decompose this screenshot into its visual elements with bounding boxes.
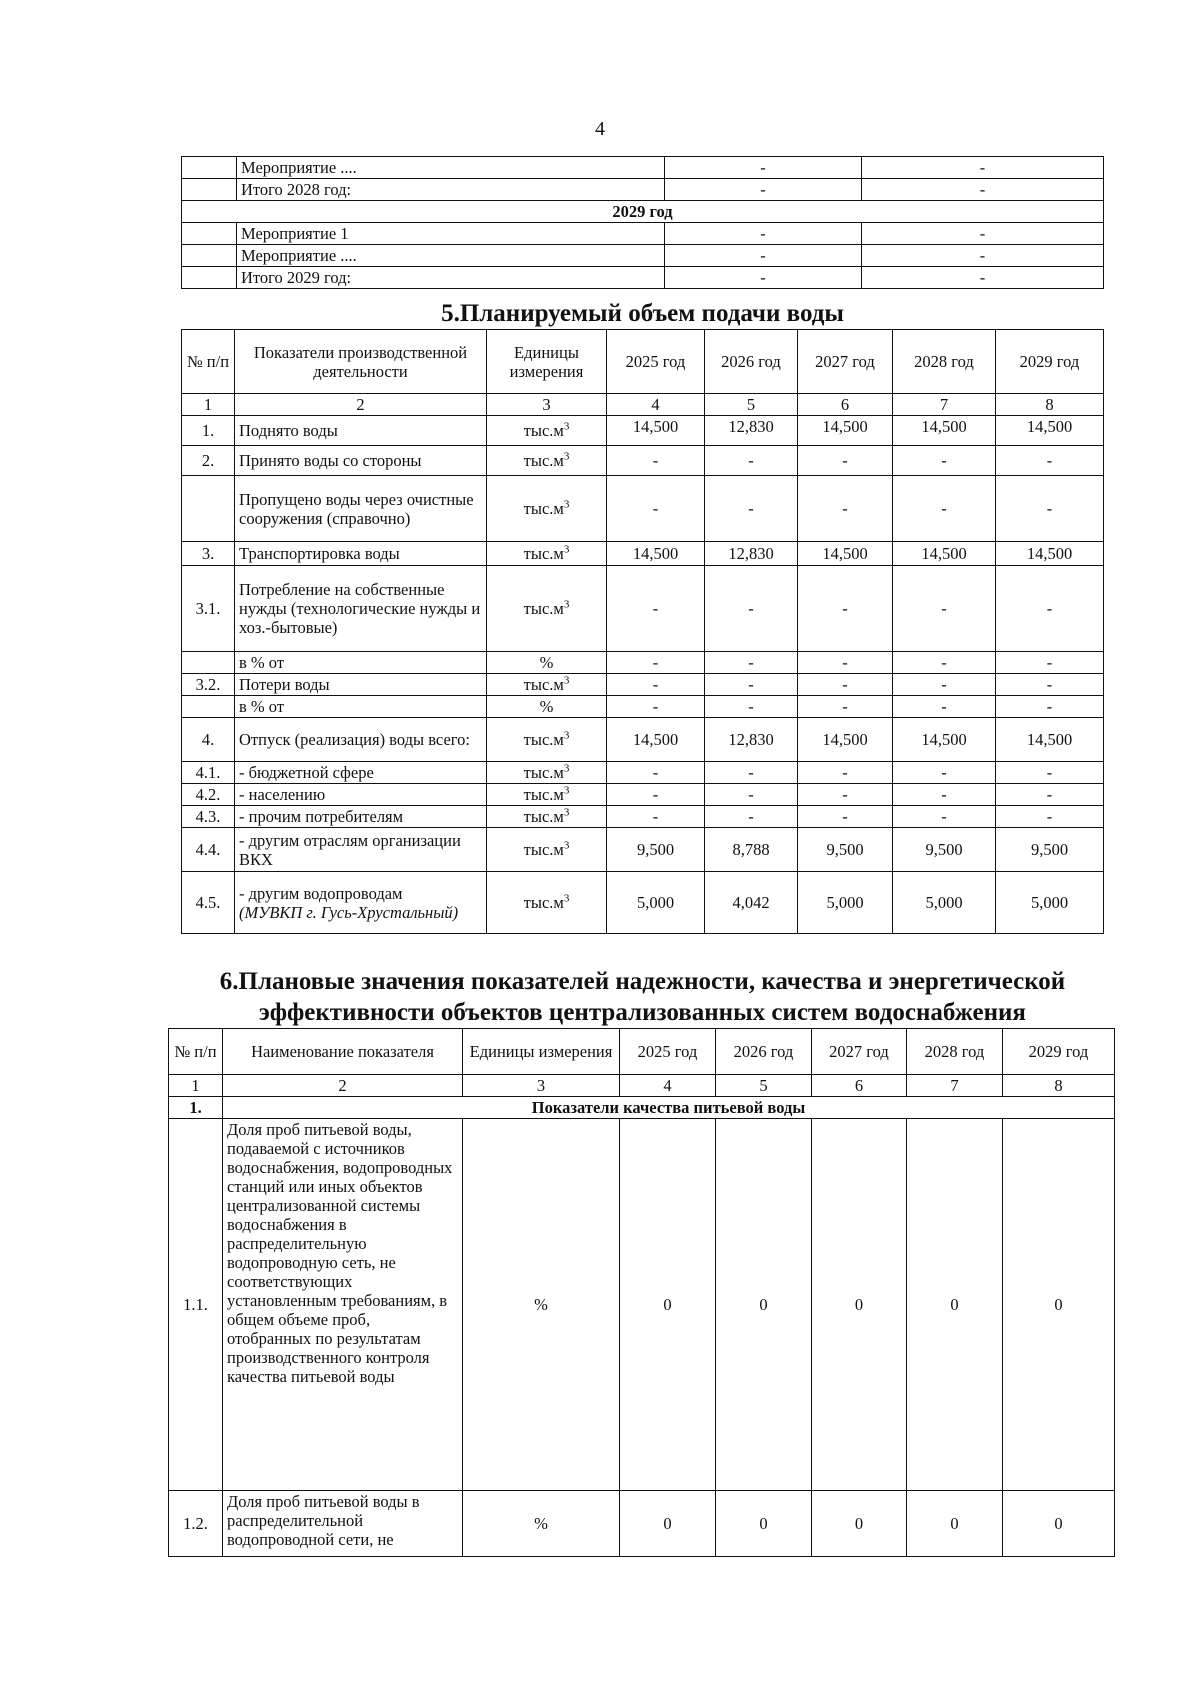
indicator-name — [235, 806, 487, 828]
header-year: 2029 год — [996, 330, 1104, 394]
indicator-name — [235, 542, 487, 566]
value-cell: - — [607, 566, 705, 652]
row-num-cell — [182, 267, 237, 289]
page-number: 4 — [595, 118, 605, 140]
row-num — [182, 696, 235, 718]
header-units: Единицы измерения — [487, 330, 607, 394]
table-header-row — [182, 330, 1104, 394]
indicator-name: Доля проб питьевой воды в распределительной водопроводной сети, не — [223, 1491, 463, 1557]
table-row — [182, 179, 1104, 201]
value-cell: 14,500 — [996, 416, 1104, 446]
row-num: 1.1. — [169, 1119, 223, 1491]
section5-title: 5.Планируемый объем подачи воды — [441, 300, 844, 327]
value-cell: 12,830 — [705, 416, 798, 446]
row-num: 3. — [182, 542, 235, 566]
measure-label: Итого 2028 год: — [237, 179, 665, 201]
indicator-name — [235, 416, 487, 446]
row-num-cell — [182, 245, 237, 267]
unit-cell — [487, 446, 607, 476]
column-number: 1 — [182, 394, 235, 416]
measures-table — [181, 156, 1104, 289]
table-row — [169, 1119, 1115, 1491]
value-cell: - — [607, 476, 705, 542]
value-cell: - — [798, 446, 893, 476]
column-number: 5 — [716, 1075, 812, 1097]
value-cell: - — [798, 696, 893, 718]
column-number: 6 — [798, 394, 893, 416]
header-year: 2025 год — [607, 330, 705, 394]
value-cell: - — [665, 223, 862, 245]
indicator-name — [235, 566, 487, 652]
column-number: 2 — [235, 394, 487, 416]
row-num: 4.2. — [182, 784, 235, 806]
value-cell: 14,500 — [893, 542, 996, 566]
row-num: 1.2. — [169, 1491, 223, 1557]
value-cell: - — [705, 784, 798, 806]
unit-cell — [487, 762, 607, 784]
value-cell: 0 — [620, 1119, 716, 1491]
value-cell: 0 — [620, 1491, 716, 1557]
header-year: 2027 год — [798, 330, 893, 394]
unit-exponent: 3 — [563, 839, 570, 852]
column-number: 1 — [169, 1075, 223, 1097]
unit-exponent: 3 — [563, 729, 570, 742]
water-supply-table — [181, 329, 1104, 934]
measure-label: Мероприятие .... — [237, 245, 665, 267]
indicator-text: - другим водопроводам — [239, 883, 403, 903]
indicator-name — [235, 828, 487, 872]
value-cell: - — [893, 674, 996, 696]
unit-exponent: 3 — [563, 598, 570, 611]
indicator-text: Отпуск (реализация) воды всего: — [239, 730, 470, 749]
unit-base: тыс.м — [523, 599, 564, 618]
value-cell: - — [893, 476, 996, 542]
table-row — [182, 566, 1104, 652]
value-cell: - — [996, 674, 1104, 696]
table-row — [182, 674, 1104, 696]
value-cell: 0 — [716, 1119, 812, 1491]
table-row — [182, 476, 1104, 542]
indicator-note: (МУВКП г. Гусь-Хрустальный) — [239, 902, 459, 922]
unit-cell — [487, 566, 607, 652]
value-cell: - — [996, 566, 1104, 652]
indicator-text: Транспортировка воды — [239, 544, 400, 563]
value-cell: - — [607, 696, 705, 718]
value-cell: - — [862, 267, 1104, 289]
header-num: № п/п — [182, 330, 235, 394]
header-year: 2028 год — [893, 330, 996, 394]
unit-base: тыс.м — [523, 763, 564, 782]
indicator-text: Пропущено воды через очистные сооружения (справочно) — [239, 489, 474, 528]
value-cell: 0 — [907, 1491, 1003, 1557]
unit-base: тыс.м — [523, 730, 564, 749]
unit-cell — [487, 872, 607, 934]
unit-cell — [487, 674, 607, 696]
value-cell: - — [996, 476, 1104, 542]
unit-exponent: 3 — [563, 420, 570, 433]
value-cell: - — [705, 446, 798, 476]
indicator-name — [235, 718, 487, 762]
section-row-2029 — [182, 201, 1104, 223]
value-cell: 9,500 — [893, 828, 996, 872]
table-header-row — [169, 1029, 1115, 1075]
measure-label: Итого 2029 год: — [237, 267, 665, 289]
header-year: 2027 год — [812, 1029, 907, 1075]
value-cell: - — [996, 784, 1104, 806]
unit-exponent: 3 — [563, 450, 570, 463]
value-cell: - — [798, 476, 893, 542]
unit-exponent: 3 — [563, 784, 570, 797]
unit-cell — [487, 416, 607, 446]
value-cell: - — [893, 566, 996, 652]
row-num: 4.3. — [182, 806, 235, 828]
row-num: 3.1. — [182, 566, 235, 652]
unit-exponent: 3 — [563, 674, 570, 687]
row-num: 4.1. — [182, 762, 235, 784]
unit-cell — [487, 784, 607, 806]
header-num: № п/п — [169, 1029, 223, 1075]
value-cell: - — [798, 762, 893, 784]
unit-text: % — [539, 653, 554, 672]
quality-indicators-table — [168, 1028, 1115, 1557]
table-row — [182, 696, 1104, 718]
value-cell: - — [862, 179, 1104, 201]
value-cell: - — [705, 652, 798, 674]
indicator-name — [235, 674, 487, 696]
value-cell: 0 — [812, 1491, 907, 1557]
indicator-text: Принято воды со стороны — [239, 451, 422, 470]
value-cell: 0 — [1003, 1119, 1115, 1491]
value-cell: 9,500 — [996, 828, 1104, 872]
row-num-cell — [182, 223, 237, 245]
value-cell: 5,000 — [607, 872, 705, 934]
value-cell: - — [996, 652, 1104, 674]
row-num — [182, 652, 235, 674]
indicator-text: - населению — [239, 785, 326, 804]
unit-exponent: 3 — [563, 892, 570, 905]
value-cell: 8,788 — [705, 828, 798, 872]
unit-cell — [487, 542, 607, 566]
header-year: 2025 год — [620, 1029, 716, 1075]
unit-cell: % — [463, 1491, 620, 1557]
column-number: 8 — [996, 394, 1104, 416]
value-cell: 14,500 — [607, 416, 705, 446]
value-cell: 14,500 — [798, 416, 893, 446]
column-number-row — [169, 1075, 1115, 1097]
value-cell: - — [665, 245, 862, 267]
unit-cell — [487, 652, 607, 674]
table-row — [169, 1491, 1115, 1557]
unit-cell — [487, 696, 607, 718]
unit-base: тыс.м — [523, 499, 564, 518]
value-cell: - — [705, 806, 798, 828]
unit-base: тыс.м — [523, 451, 564, 470]
row-num — [182, 476, 235, 542]
unit-base: тыс.м — [523, 675, 564, 694]
header-indicator: Наименование показателя — [223, 1029, 463, 1075]
unit-cell: % — [463, 1119, 620, 1491]
header-year: 2029 год — [1003, 1029, 1115, 1075]
table-row — [182, 652, 1104, 674]
value-cell: 0 — [716, 1491, 812, 1557]
value-cell: - — [607, 674, 705, 696]
value-cell: 5,000 — [996, 872, 1104, 934]
value-cell: - — [705, 566, 798, 652]
value-cell: 14,500 — [996, 542, 1104, 566]
value-cell: - — [862, 245, 1104, 267]
group-row — [169, 1097, 1115, 1119]
unit-base: тыс.м — [523, 421, 564, 440]
value-cell: - — [893, 696, 996, 718]
measure-label: Мероприятие .... — [237, 157, 665, 179]
table-row — [182, 872, 1104, 934]
column-number: 7 — [907, 1075, 1003, 1097]
value-cell: 12,830 — [705, 542, 798, 566]
table-row — [182, 762, 1104, 784]
indicator-text: - другим отраслям организации ВКХ — [239, 830, 461, 869]
table-row — [182, 245, 1104, 267]
header-year: 2028 год — [907, 1029, 1003, 1075]
indicator-text: - бюджетной сфере — [239, 763, 374, 782]
value-cell: - — [607, 762, 705, 784]
indicator-name — [235, 762, 487, 784]
table-row — [182, 157, 1104, 179]
unit-cell — [487, 806, 607, 828]
unit-exponent: 3 — [563, 806, 570, 819]
indicator-text: Потребление на собственные нужды (технологические нужды и хоз.-бытовые) — [239, 580, 481, 637]
section-label-2029: 2029 год — [182, 201, 1104, 223]
value-cell: - — [798, 806, 893, 828]
indicator-name — [235, 872, 487, 934]
value-cell: 14,500 — [607, 542, 705, 566]
indicator-text: в % от — [239, 697, 285, 716]
value-cell: 12,830 — [705, 718, 798, 762]
unit-cell — [487, 476, 607, 542]
unit-base: тыс.м — [523, 840, 564, 859]
row-num: 3.2. — [182, 674, 235, 696]
value-cell: - — [705, 476, 798, 542]
value-cell: 5,000 — [798, 872, 893, 934]
value-cell: - — [665, 267, 862, 289]
value-cell: - — [705, 674, 798, 696]
header-year: 2026 год — [716, 1029, 812, 1075]
indicator-text: Потери воды — [239, 675, 330, 694]
value-cell: - — [607, 806, 705, 828]
column-number: 2 — [223, 1075, 463, 1097]
table-row — [182, 784, 1104, 806]
value-cell: 0 — [812, 1119, 907, 1491]
value-cell: - — [862, 223, 1104, 245]
indicator-name — [235, 446, 487, 476]
column-number: 3 — [463, 1075, 620, 1097]
indicator-text: Поднято воды — [239, 421, 338, 440]
table-row — [182, 223, 1104, 245]
value-cell: - — [893, 652, 996, 674]
group-num: 1. — [169, 1097, 223, 1119]
value-cell: 14,500 — [996, 718, 1104, 762]
value-cell: - — [996, 762, 1104, 784]
value-cell: - — [893, 762, 996, 784]
unit-cell — [487, 718, 607, 762]
column-number: 5 — [705, 394, 798, 416]
value-cell: 0 — [1003, 1491, 1115, 1557]
value-cell: - — [665, 179, 862, 201]
unit-exponent: 3 — [563, 762, 570, 775]
value-cell: - — [798, 674, 893, 696]
value-cell: - — [705, 696, 798, 718]
value-cell: 14,500 — [893, 416, 996, 446]
value-cell: - — [705, 762, 798, 784]
unit-base: тыс.м — [523, 785, 564, 804]
section6-title-line1: 6.Плановые значения показателей надежности, качества и энергетической — [219, 968, 1066, 995]
header-year: 2026 год — [705, 330, 798, 394]
table-row — [182, 718, 1104, 762]
section6-title — [170, 966, 1115, 1028]
indicator-name — [235, 476, 487, 542]
row-num: 4.4. — [182, 828, 235, 872]
indicator-name — [235, 784, 487, 806]
section6-title-line2: эффективности объектов централизованных систем водоснабжения — [259, 999, 1026, 1026]
unit-cell — [487, 828, 607, 872]
table-row — [182, 416, 1104, 446]
row-num: 4. — [182, 718, 235, 762]
value-cell: 14,500 — [798, 718, 893, 762]
value-cell: - — [862, 157, 1104, 179]
value-cell: - — [893, 784, 996, 806]
value-cell: - — [996, 446, 1104, 476]
table-row — [182, 446, 1104, 476]
value-cell: - — [665, 157, 862, 179]
value-cell: - — [798, 652, 893, 674]
unit-exponent: 3 — [563, 543, 570, 556]
value-cell: - — [798, 566, 893, 652]
column-number: 7 — [893, 394, 996, 416]
value-cell: - — [607, 784, 705, 806]
value-cell: 14,500 — [798, 542, 893, 566]
indicator-name — [235, 696, 487, 718]
unit-base: тыс.м — [523, 893, 564, 912]
value-cell: - — [893, 446, 996, 476]
unit-base: тыс.м — [523, 807, 564, 826]
table-row — [182, 267, 1104, 289]
column-number: 3 — [487, 394, 607, 416]
table-row — [182, 828, 1104, 872]
indicator-text: в % от — [239, 653, 285, 672]
column-number: 8 — [1003, 1075, 1115, 1097]
unit-text: % — [539, 697, 554, 716]
column-number: 4 — [620, 1075, 716, 1097]
row-num: 2. — [182, 446, 235, 476]
value-cell: - — [798, 784, 893, 806]
unit-exponent: 3 — [563, 498, 570, 511]
table-row — [182, 806, 1104, 828]
value-cell: - — [607, 652, 705, 674]
value-cell: 4,042 — [705, 872, 798, 934]
value-cell: 9,500 — [798, 828, 893, 872]
indicator-text: - прочим потребителям — [239, 807, 404, 826]
value-cell: - — [996, 806, 1104, 828]
value-cell: 14,500 — [893, 718, 996, 762]
value-cell: 9,500 — [607, 828, 705, 872]
group-title: Показатели качества питьевой воды — [223, 1097, 1115, 1119]
row-num-cell — [182, 179, 237, 201]
indicator-name — [235, 652, 487, 674]
value-cell: 5,000 — [893, 872, 996, 934]
column-number: 6 — [812, 1075, 907, 1097]
value-cell: 14,500 — [607, 718, 705, 762]
column-number: 4 — [607, 394, 705, 416]
unit-base: тыс.м — [523, 544, 564, 563]
indicator-name: Доля проб питьевой воды, подаваемой с источников водоснабжения, водопроводных станций или иных объектов централизованной системы водоснабжения в распределительную водопроводную сеть, не соответствующих установленным требованиям, в общем объеме проб, отобранных по результатам производственного контроля качества питьевой воды — [223, 1119, 463, 1491]
header-units: Единицы измерения — [463, 1029, 620, 1075]
row-num: 4.5. — [182, 872, 235, 934]
value-cell: - — [996, 696, 1104, 718]
row-num: 1. — [182, 416, 235, 446]
column-number-row — [182, 394, 1104, 416]
measure-label: Мероприятие 1 — [237, 223, 665, 245]
value-cell: 0 — [907, 1119, 1003, 1491]
value-cell: - — [893, 806, 996, 828]
value-cell: - — [607, 446, 705, 476]
table-row — [182, 542, 1104, 566]
row-num-cell — [182, 157, 237, 179]
header-indicator: Показатели производственной деятельности — [235, 330, 487, 394]
